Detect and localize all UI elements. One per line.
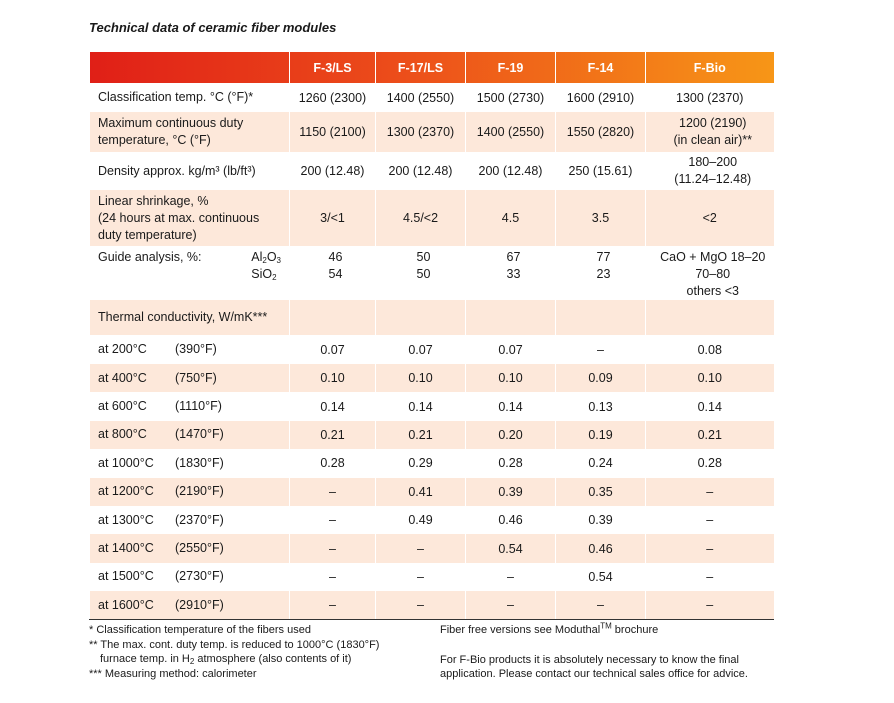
table-cell: 0.28 — [290, 449, 376, 477]
table-cell: – — [290, 478, 376, 506]
table-row — [90, 152, 774, 190]
table-cell: 0.10 — [376, 364, 466, 392]
column-header: F-14 — [556, 52, 646, 83]
table-cell: 0.14 — [646, 392, 774, 420]
table-cell: 4.5 — [466, 190, 556, 246]
table-row — [90, 591, 774, 619]
row-label: at 200°C (390°F) — [90, 335, 290, 364]
footnote: furnace temp. in $H_2$ atmosphere (also contents of it) — [100, 653, 352, 666]
column-header: F-17/LS — [376, 52, 466, 83]
table-cell: <2 — [646, 190, 774, 246]
table-row — [90, 335, 774, 364]
table-cell: 0.14 — [376, 392, 466, 420]
table-cell: 0.10 — [290, 364, 376, 392]
table-cell: 0.14 — [466, 392, 556, 420]
label-line: temperature, °C (°F) — [98, 133, 211, 147]
table-cell: 0.46 — [556, 534, 646, 562]
footnote: *** Measuring method: calorimeter — [89, 667, 257, 680]
table-cell: 1150 (2100) — [290, 112, 376, 152]
notes — [440, 623, 748, 682]
table-cell: – — [290, 591, 376, 619]
table-cell: CaO + MgO 18–20 70–80 others <3 — [646, 246, 774, 300]
table-cell: 0.21 — [646, 421, 774, 449]
column-header: F-19 — [466, 52, 556, 83]
table-cell: – — [646, 478, 774, 506]
table-cell: – — [290, 534, 376, 562]
table-row — [90, 421, 774, 449]
table-cell: 200 (12.48) — [376, 152, 466, 190]
row-label: Thermal conductivity, W/mK*** — [90, 300, 290, 335]
table-cell: 1260 (2300) — [290, 83, 376, 112]
table-row — [90, 300, 774, 335]
row-label: at 1400°C (2550°F) — [90, 534, 290, 562]
table-cell: 1200 (2190) (in clean air)** — [646, 112, 774, 152]
table-cell: – — [646, 591, 774, 619]
table-cell: – — [376, 591, 466, 619]
table-cell: 0.41 — [376, 478, 466, 506]
table-cell: 46 54 — [290, 246, 376, 300]
table-cell: 0.46 — [466, 506, 556, 534]
table-cell: 1550 (2820) — [556, 112, 646, 152]
table-row — [90, 83, 774, 112]
footnote: ** The max. cont. duty temp. is reduced to 1000°C (1830°F) — [89, 638, 380, 651]
table-cell: 0.08 — [646, 335, 774, 364]
table-cell: 1500 (2730) — [466, 83, 556, 112]
table-row — [90, 506, 774, 534]
chemical-formulas — [251, 249, 281, 283]
table-cell: 1400 (2550) — [376, 83, 466, 112]
table-row — [90, 364, 774, 392]
table-row — [90, 563, 774, 591]
table-cell: 200 (12.48) — [466, 152, 556, 190]
row-label: at 600°C (1110°F) — [90, 392, 290, 420]
table-cell: – — [466, 563, 556, 591]
column-header: F-Bio — [646, 52, 774, 83]
row-label: at 1600°C (2910°F) — [90, 591, 290, 619]
table-row — [90, 534, 774, 562]
table-cell: – — [290, 506, 376, 534]
table-cell: 1400 (2550) — [466, 112, 556, 152]
table-cell: 200 (12.48) — [290, 152, 376, 190]
footnote: * Classification temperature of the fibers used — [89, 624, 311, 636]
table-title: Technical data of ceramic fiber modules — [89, 20, 337, 35]
table-row — [90, 478, 774, 506]
table-header-row — [90, 52, 774, 83]
row-label: Density approx. kg/m³ (lb/ft³) — [90, 152, 290, 190]
table-row — [90, 190, 774, 246]
table-cell: 1300 (2370) — [376, 112, 466, 152]
table-row — [90, 449, 774, 477]
table-row — [90, 112, 774, 152]
table-row — [90, 392, 774, 420]
sio2-label: SiO$_2$ — [251, 267, 277, 282]
table-cell: 3.5 — [556, 190, 646, 246]
table-cell: 50 50 — [376, 246, 466, 300]
table-cell: – — [646, 534, 774, 562]
table-cell: 0.29 — [376, 449, 466, 477]
table-cell: 0.13 — [556, 392, 646, 420]
column-header: F-3/LS — [290, 52, 376, 83]
row-label: at 1300°C (2370°F) — [90, 506, 290, 534]
table-cell: – — [466, 591, 556, 619]
table-cell: 67 33 — [466, 246, 556, 300]
footnotes — [89, 623, 379, 681]
table-cell: 0.14 — [290, 392, 376, 420]
row-label: at 800°C (1470°F) — [90, 421, 290, 449]
table-cell: 0.24 — [556, 449, 646, 477]
table-cell: 0.28 — [466, 449, 556, 477]
fbio-note: application. Please contact our technical sales office for advice. — [440, 668, 748, 680]
row-label: at 400°C (750°F) — [90, 364, 290, 392]
table-row — [90, 246, 774, 300]
table-cell: – — [290, 563, 376, 591]
table-cell: 250 (15.61) — [556, 152, 646, 190]
row-label — [90, 112, 290, 152]
table-cell: 0.10 — [466, 364, 556, 392]
table-cell: – — [556, 335, 646, 364]
table-cell: 0.35 — [556, 478, 646, 506]
table-cell: 0.39 — [466, 478, 556, 506]
row-label: at 1000°C (1830°F) — [90, 449, 290, 477]
table-cell: 180–200 (11.24–12.48) — [646, 152, 774, 190]
table-cell: 0.21 — [376, 421, 466, 449]
header-empty-cell — [90, 52, 290, 83]
table-cell: 0.54 — [466, 534, 556, 562]
label-line: Maximum continuous duty — [98, 116, 244, 130]
row-label: Guide analysis, %: $Al_2O_3$ SiO$_2$ — [90, 246, 290, 300]
table-cell: 3/<1 — [290, 190, 376, 246]
table-cell: 0.28 — [646, 449, 774, 477]
table-cell: 4.5/<2 — [376, 190, 466, 246]
fbio-note: For F-Bio products it is absolutely necessary to know the final — [440, 653, 739, 666]
row-label: at 1200°C (2190°F) — [90, 478, 290, 506]
technical-data-table — [89, 52, 774, 620]
fiber-free-note: Fiber free versions see Moduthal™ brochure — [440, 621, 659, 636]
table-cell: 0.07 — [290, 335, 376, 364]
table-cell: – — [646, 563, 774, 591]
table-cell: 0.07 — [376, 335, 466, 364]
table-cell: – — [376, 534, 466, 562]
al2o3-label: $Al_2O_3$ — [251, 250, 281, 265]
table-cell: 0.19 — [556, 421, 646, 449]
row-label: Linear shrinkage, % (24 hours at max. continuous duty temperature) — [90, 190, 290, 246]
table-cell: 0.07 — [466, 335, 556, 364]
table-cell: 0.49 — [376, 506, 466, 534]
row-label: Classification temp. °C (°F)* — [90, 83, 290, 112]
table-cell: – — [376, 563, 466, 591]
table-cell: 0.54 — [556, 563, 646, 591]
table-cell: 1600 (2910) — [556, 83, 646, 112]
row-label: at 1500°C (2730°F) — [90, 563, 290, 591]
table-cell: – — [646, 506, 774, 534]
table-cell: 0.09 — [556, 364, 646, 392]
table-cell: 77 23 — [556, 246, 646, 300]
table-cell: – — [556, 591, 646, 619]
thermal-rows — [90, 335, 774, 620]
table-cell: 0.39 — [556, 506, 646, 534]
table-cell: 0.10 — [646, 364, 774, 392]
table-cell: 0.20 — [466, 421, 556, 449]
table-cell: 1300 (2370) — [646, 83, 774, 112]
table-cell: 0.21 — [290, 421, 376, 449]
